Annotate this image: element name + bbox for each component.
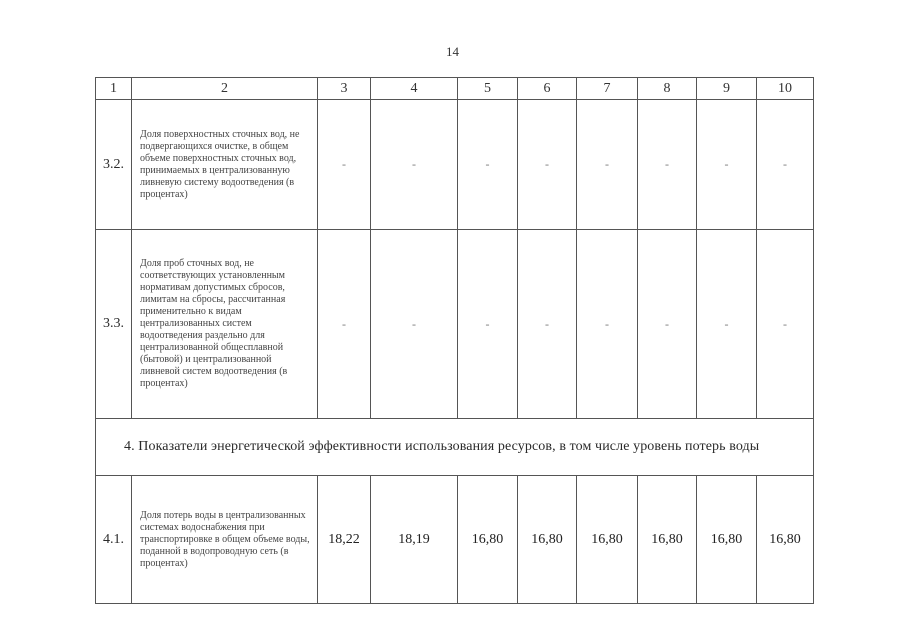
- header-col-2: 2: [132, 78, 318, 100]
- table-row: [96, 476, 814, 604]
- row-value: -: [318, 230, 371, 419]
- row-value: -: [697, 100, 757, 230]
- section-title: 4. Показатели энергетической эффективности использования ресурсов, в том числе уровень потерь воды: [96, 419, 814, 476]
- header-col-8: 8: [638, 78, 697, 100]
- row-value: -: [757, 100, 814, 230]
- header-col-7: 7: [577, 78, 638, 100]
- row-value: 16,80: [757, 476, 814, 604]
- row-value: -: [638, 100, 697, 230]
- header-col-3: 3: [318, 78, 371, 100]
- row-value: 16,80: [638, 476, 697, 604]
- row-value: 16,80: [518, 476, 577, 604]
- row-value: -: [371, 230, 458, 419]
- row-description: Доля потерь воды в централизованных системах водоснабжения при транспортировке в общем объеме воды, поданной в водопроводную сеть (в процентах): [132, 476, 318, 604]
- row-value: 18,22: [318, 476, 371, 604]
- table-row: [96, 100, 814, 230]
- row-value: -: [697, 230, 757, 419]
- row-value: -: [757, 230, 814, 419]
- row-value: -: [518, 100, 577, 230]
- row-value: 18,19: [371, 476, 458, 604]
- row-value: -: [577, 100, 638, 230]
- header-col-5: 5: [458, 78, 518, 100]
- row-value: 16,80: [458, 476, 518, 604]
- row-description: Доля проб сточных вод, не соответствующих установленным нормативам допустимых сбросов, лимитам на сбросы, рассчитанная применительно к видам централизованных систем водоотведения раздельно для централизованной общесплавной (бытовой) и централизованной ливневой систем водоотведения (в процентах): [132, 230, 318, 419]
- row-value: -: [577, 230, 638, 419]
- row-number: 3.2.: [96, 100, 132, 230]
- row-value: -: [318, 100, 371, 230]
- row-value: 16,80: [697, 476, 757, 604]
- row-description: Доля поверхностных сточных вод, не подвергающихся очистке, в общем объеме поверхностных сточных вод, принимаемых в централизованную ливневую систему водоотведения (в процентах): [132, 100, 318, 230]
- section-header-row: [96, 419, 814, 476]
- header-col-9: 9: [697, 78, 757, 100]
- row-number: 3.3.: [96, 230, 132, 419]
- header-col-4: 4: [371, 78, 458, 100]
- row-value: -: [371, 100, 458, 230]
- indicators-table-wrapper: [95, 77, 813, 604]
- indicators-table: [95, 77, 814, 604]
- row-value: -: [458, 100, 518, 230]
- table-row: [96, 230, 814, 419]
- header-col-10: 10: [757, 78, 814, 100]
- header-col-1: 1: [96, 78, 132, 100]
- page-number: 14: [446, 44, 459, 59]
- row-number: 4.1.: [96, 476, 132, 604]
- header-col-6: 6: [518, 78, 577, 100]
- row-value: -: [458, 230, 518, 419]
- row-value: -: [518, 230, 577, 419]
- header-row: [96, 78, 814, 100]
- row-value: 16,80: [577, 476, 638, 604]
- row-value: -: [638, 230, 697, 419]
